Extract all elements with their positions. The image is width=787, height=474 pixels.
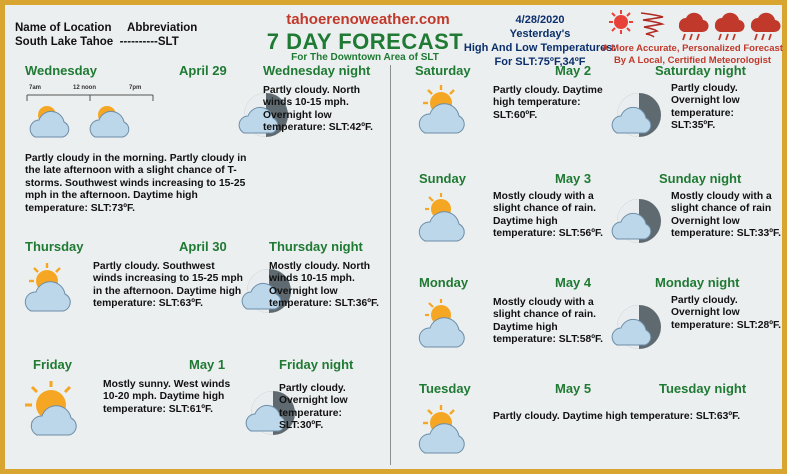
night-name: Tuesday night bbox=[659, 381, 747, 396]
forecast-content bbox=[5, 63, 782, 469]
rain-cloud-icon-1 bbox=[679, 13, 709, 40]
day-name: Thursday bbox=[25, 239, 84, 254]
day-date: April 30 bbox=[179, 239, 227, 254]
night-text: Partly cloudy. Overnight low temperature: SLT:28ºF. bbox=[671, 295, 781, 331]
day-name: Wednesday bbox=[25, 63, 98, 78]
timeline-label-noon: 12 noon bbox=[73, 85, 97, 91]
night-name: Thursday night bbox=[269, 239, 363, 254]
page-header bbox=[5, 5, 783, 68]
day-date: May 2 bbox=[555, 63, 592, 78]
weather-icon-mostly-cloudy bbox=[415, 297, 487, 353]
day-text: Mostly cloudy with a slight chance of rain. Daytime high temperature: SLT:56ºF. bbox=[493, 191, 603, 240]
yesterday-line3: For SLT:75ºF,34ºF bbox=[494, 56, 586, 68]
night-text: Mostly cloudy with a slight chance of rain Overnight low temperature: SLT:33ºF. bbox=[671, 191, 781, 240]
tagline-line-2: By A Local, Certified Meteorologist bbox=[613, 55, 772, 66]
weather-icon-partly-cloudy bbox=[415, 83, 487, 139]
day-text: Mostly cloudy with a slight chance of rain. Daytime high temperature: SLT:58ºF. bbox=[493, 297, 603, 346]
weather-icon-partly-cloudy bbox=[415, 403, 487, 459]
day-card-saturday[interactable] bbox=[397, 63, 786, 159]
site-title[interactable]: tahoerenoweather.com bbox=[286, 11, 450, 28]
night-name: Sunday night bbox=[659, 171, 742, 186]
day-text: Mostly sunny. West winds 10-20 mph. Daytime high temperature: SLT:61ºF. bbox=[103, 379, 231, 415]
day-text: Partly cloudy. Southwest winds increasing to 15-25 mph in the afternoon. Daytime high temperature: SLT:63ºF. bbox=[93, 261, 243, 310]
night-name: Monday night bbox=[655, 275, 740, 290]
day-card-sunday[interactable] bbox=[397, 171, 786, 267]
yesterday-date: 4/28/2020 bbox=[515, 14, 565, 26]
weather-icon-partly-cloudy bbox=[21, 261, 93, 317]
night-name: Wednesday night bbox=[263, 63, 371, 78]
day-date: May 5 bbox=[555, 381, 592, 396]
day-name: Tuesday bbox=[419, 381, 471, 396]
page-title: 7 DAY FORECAST bbox=[266, 29, 464, 54]
yesterday-label: Yesterday's bbox=[509, 28, 571, 40]
day-name: Friday bbox=[33, 357, 73, 372]
day-name: Sunday bbox=[419, 171, 466, 186]
location-value: South Lake Tahoe ----------SLT bbox=[15, 36, 179, 48]
night-name: Friday night bbox=[279, 357, 354, 372]
day-name: Monday bbox=[419, 275, 469, 290]
column-divider bbox=[390, 65, 391, 465]
day-text: Partly cloudy in the morning. Partly cloudy in the late afternoon with a slight chance of T-storms. Southwest winds increasing to 15-25 mph in the afternoon. Daytime high temperature: SLT:73ºF. bbox=[25, 153, 247, 214]
header-weather-icons bbox=[605, 9, 785, 43]
rain-cloud-icon-2 bbox=[715, 13, 745, 40]
day-card-thursday[interactable] bbox=[11, 239, 389, 349]
night-text: Partly cloudy. Overnight low temperature: SLT:35ºF. bbox=[671, 83, 740, 132]
day-card-friday[interactable] bbox=[11, 357, 389, 467]
weather-icon-night-partly-cloudy bbox=[609, 85, 671, 145]
day-date: May 4 bbox=[555, 275, 592, 290]
location-label: Name of Location Abbreviation bbox=[15, 22, 198, 34]
weather-icon-night-mostly-cloudy bbox=[609, 191, 671, 251]
weather-icon-mostly-cloudy bbox=[415, 191, 487, 247]
weather-icon-night-partly-cloudy bbox=[609, 297, 671, 357]
day-card-wednesday[interactable] bbox=[11, 63, 389, 231]
night-text: Partly cloudy. North winds 10-15 mph. Overnight low temperature: SLT:42ºF. bbox=[263, 85, 373, 134]
page-subtitle: For The Downtown Area of SLT bbox=[291, 52, 439, 63]
day-date: May 1 bbox=[189, 357, 226, 372]
timeline-label-evening: 7pm bbox=[129, 85, 142, 91]
sun-icon bbox=[609, 10, 633, 34]
night-text: Mostly cloudy. North winds 10-15 mph. Overnight low temperature: SLT:36ºF. bbox=[269, 261, 379, 310]
day-card-tuesday[interactable] bbox=[397, 381, 786, 471]
night-name: Saturday night bbox=[655, 63, 747, 78]
day-date: May 3 bbox=[555, 171, 592, 186]
day-text: Partly cloudy. Daytime high temperature: SLT:60ºF. bbox=[493, 85, 603, 121]
weather-icon-mostly-sunny bbox=[21, 379, 103, 441]
weather-icon-partly-cloudy-double bbox=[25, 93, 155, 145]
day-card-monday[interactable] bbox=[397, 275, 786, 371]
timeline-label-morning: 7am bbox=[29, 85, 42, 91]
yesterday-summary bbox=[460, 13, 620, 69]
rain-cloud-icon-3 bbox=[751, 13, 781, 40]
tornado-icon bbox=[641, 13, 663, 37]
night-text: Partly cloudy. Overnight low temperature: SLT:30ºF. bbox=[279, 383, 348, 432]
day-name: Saturday bbox=[415, 63, 471, 78]
yesterday-line2: High And Low Temperatures: bbox=[463, 42, 617, 54]
tagline-line-1: A More Accurate, Personalized Forecast bbox=[602, 43, 783, 54]
day-text: Partly cloudy. Daytime high temperature: SLT:63ºF. bbox=[493, 411, 741, 422]
day-date: April 29 bbox=[179, 63, 227, 78]
location-block bbox=[15, 21, 197, 49]
